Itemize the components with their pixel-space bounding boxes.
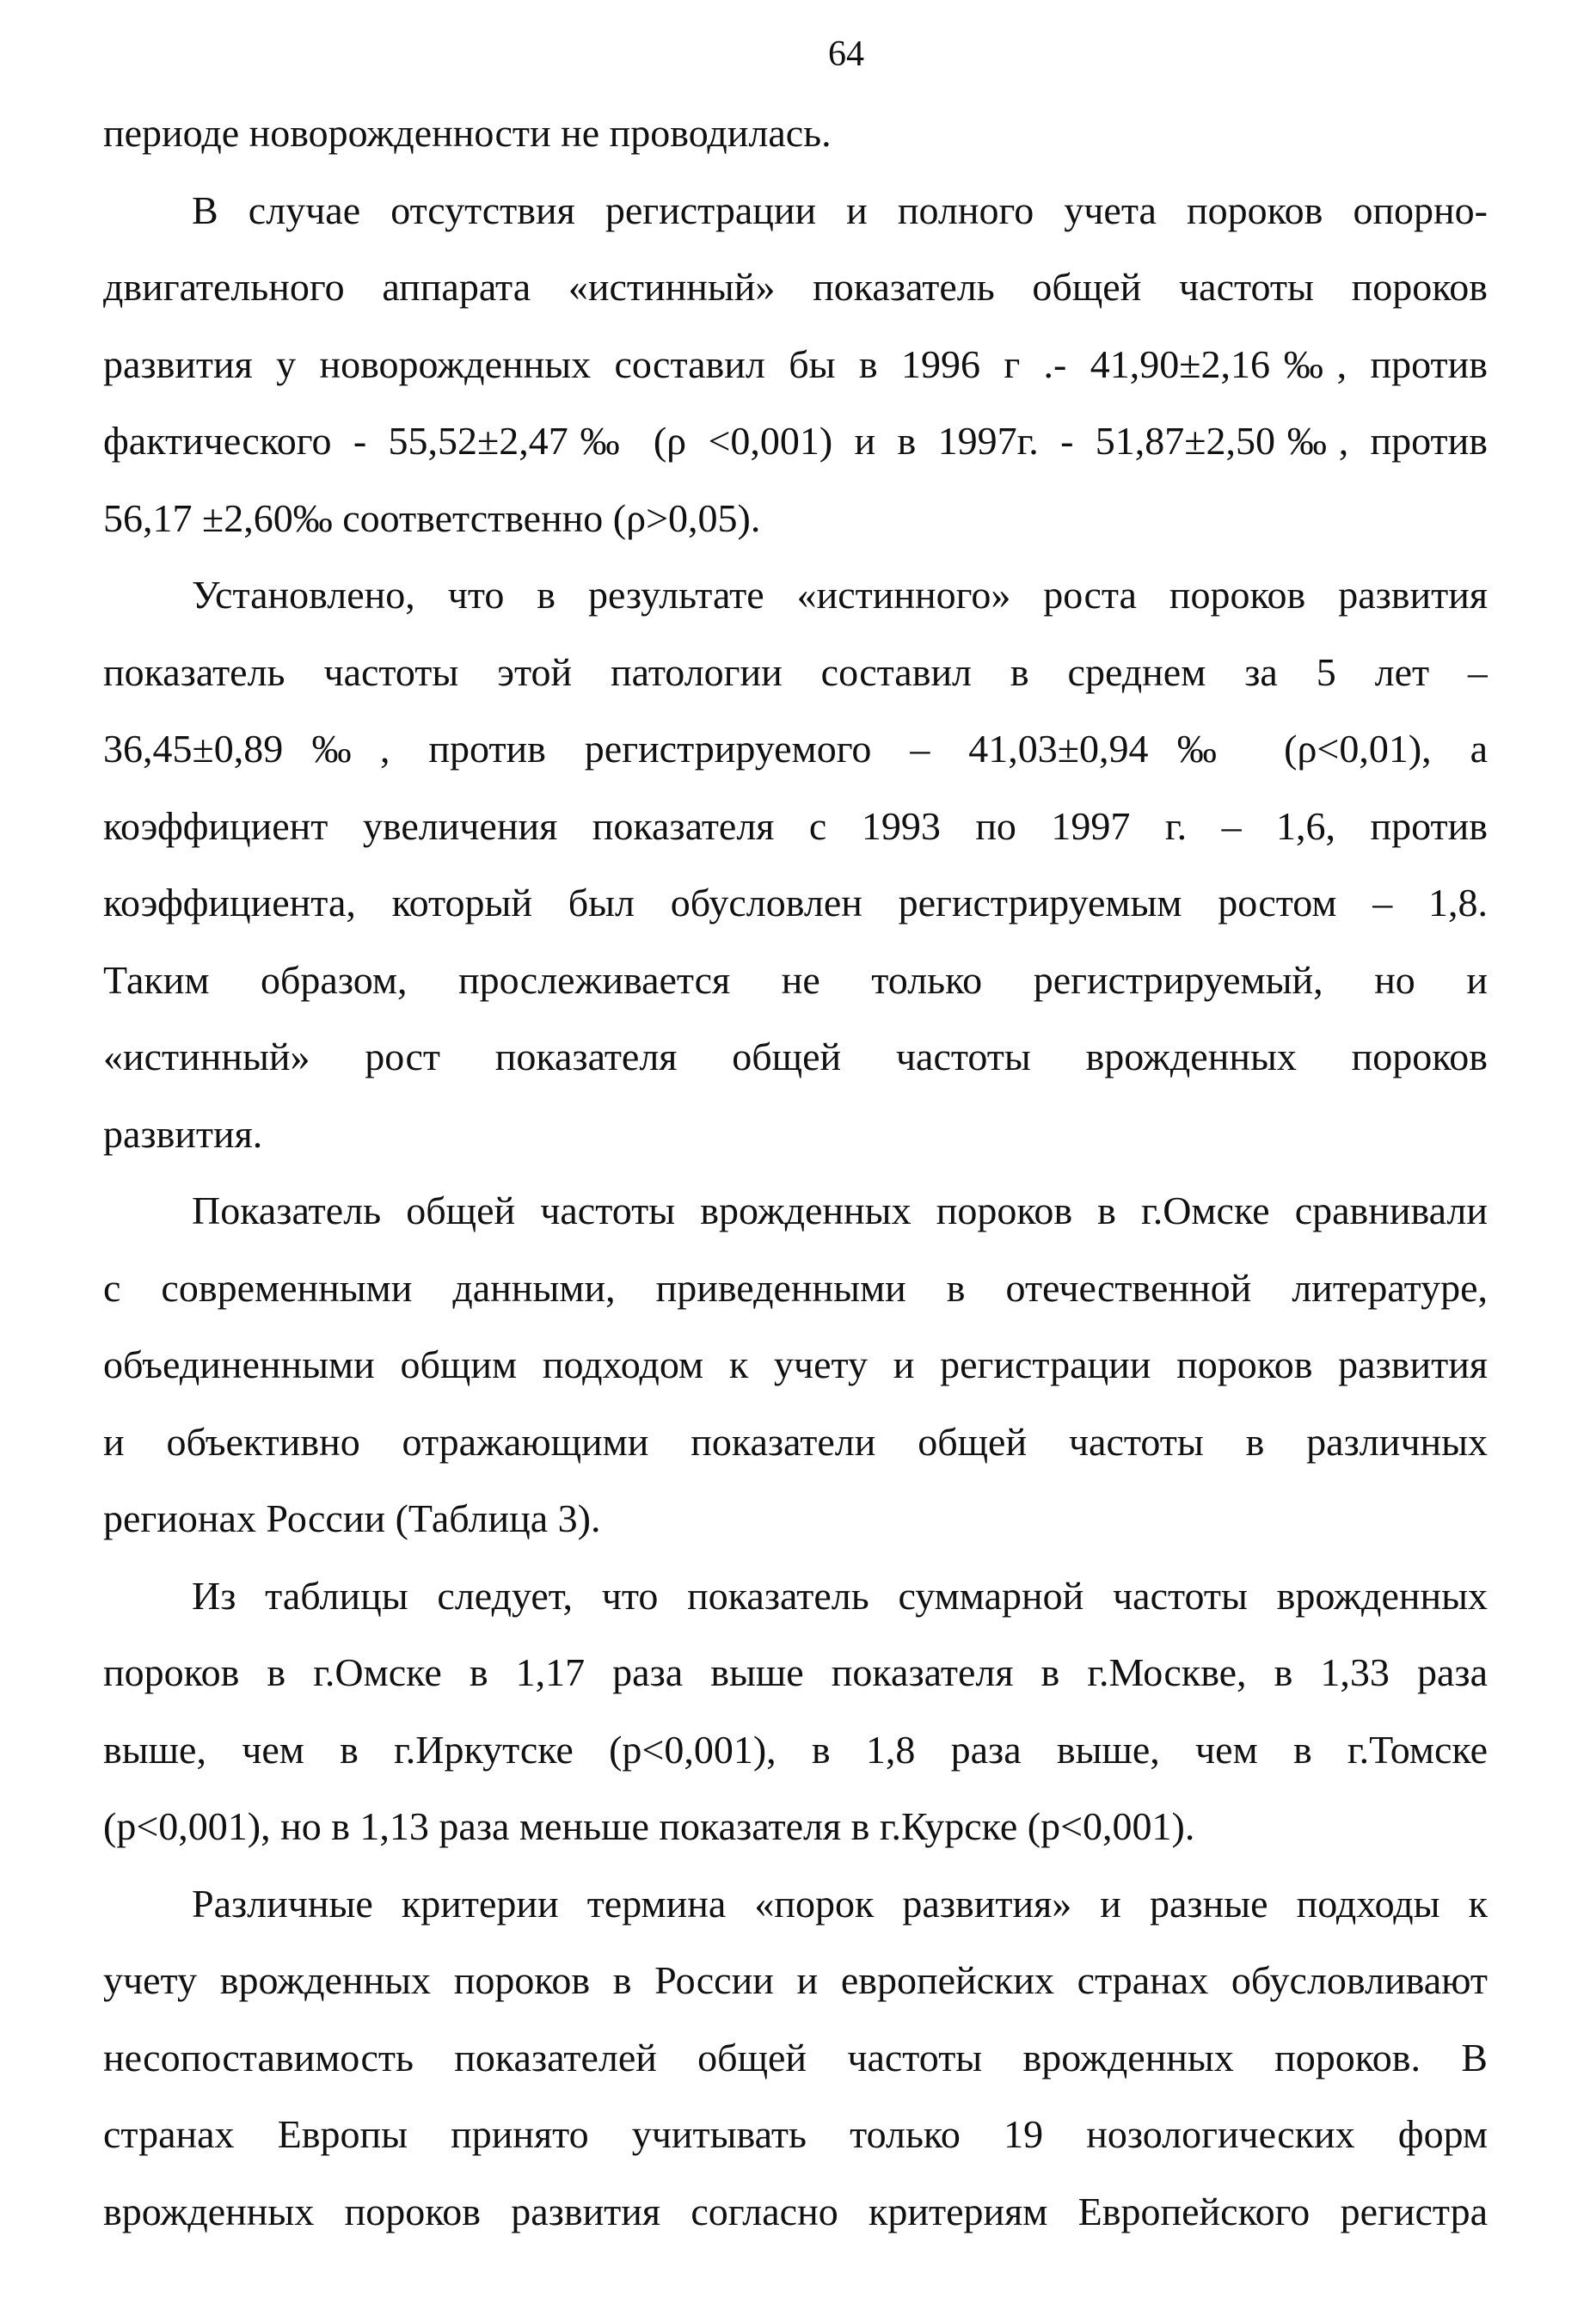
text-line: Таким образом, прослеживается не только регистрируемый, но и [103,957,1488,1002]
text-line: с современными данными, приведенными в отечественной литературе, [103,1265,1488,1310]
text-line: Установлено, что в результате «истинного» роста пороков развития [192,573,1488,617]
text-line: коэффициента, который был обусловлен регистрируемым ростом – 1,8. [103,881,1488,924]
text-line: странах Европы принято учитывать только 19 нозологических форм [103,2112,1488,2156]
text-line: фактического - 55,52±2,47‰ (ρ <0,001) и в 1997г. - 51,87±2,50‰, против [103,419,1488,463]
text-line: регионах России (Таблица 3). [103,1496,601,1540]
text-line: пороков в г.Омске в 1,17 раза выше показателя в г.Москве, в 1,33 раза [103,1650,1488,1694]
text-line: показатель частоты этой патологии составил в среднем за 5 лет – [103,649,1488,694]
text-line: учету врожденных пороков в России и европейских странах обусловливают [103,1958,1488,2002]
text-line: несопоставимость показателей общей частоты врожденных пороков. В [103,2035,1488,2079]
text-line: В случае отсутствия регистрации и полного учета пороков опорно- [192,187,1488,232]
text-line: Из таблицы следует, что показатель суммарной частоты врожденных [192,1573,1488,1618]
text-line: коэффициент увеличения показателя с 1993 по 1997 г. – 1,6, против [103,803,1488,848]
text-line: объединенными общим подходом к учету и регистрации пороков развития [103,1342,1488,1386]
page-number: 64 [828,34,864,74]
text-line: 36,45±0,89‰, против регистрируемого – 41,03±0,94‰ (ρ<0,01), а [103,727,1488,771]
text-line: «истинный» рост показателя общей частоты врожденных пороков [103,1035,1488,1078]
text-line: Различные критерии термина «порок развития» и разные подходы к [192,1881,1488,1926]
text-line: выше, чем в г.Иркутске (р<0,001), в 1,8 раза выше, чем в г.Томске [103,1727,1488,1772]
text-line: периоде новорожденности не проводилась. [103,111,832,155]
text-line: двигательного аппарата «истинный» показатель общей частоты пороков [103,265,1488,309]
text-line: развития у новорожденных составил бы в 1996 г .- 41,90±2,16‰, против [103,341,1488,386]
text-line: 56,17 ±2,60‰ соответственно (ρ>0,05). [103,495,761,540]
text-line: врожденных пороков развития согласно критериям Европейского регистра [103,2189,1488,2233]
text-line: Показатель общей частоты врожденных пороков в г.Омске сравнивали [192,1189,1488,1232]
text-line: развития. [103,1111,263,1156]
text-line: и объективно отражающими показатели общей частоты в различных [103,1419,1488,1464]
body-text [103,95,1488,2250]
text-line: (р<0,001), но в 1,13 раза меньше показателя в г.Курске (р<0,001). [103,1804,1195,1848]
